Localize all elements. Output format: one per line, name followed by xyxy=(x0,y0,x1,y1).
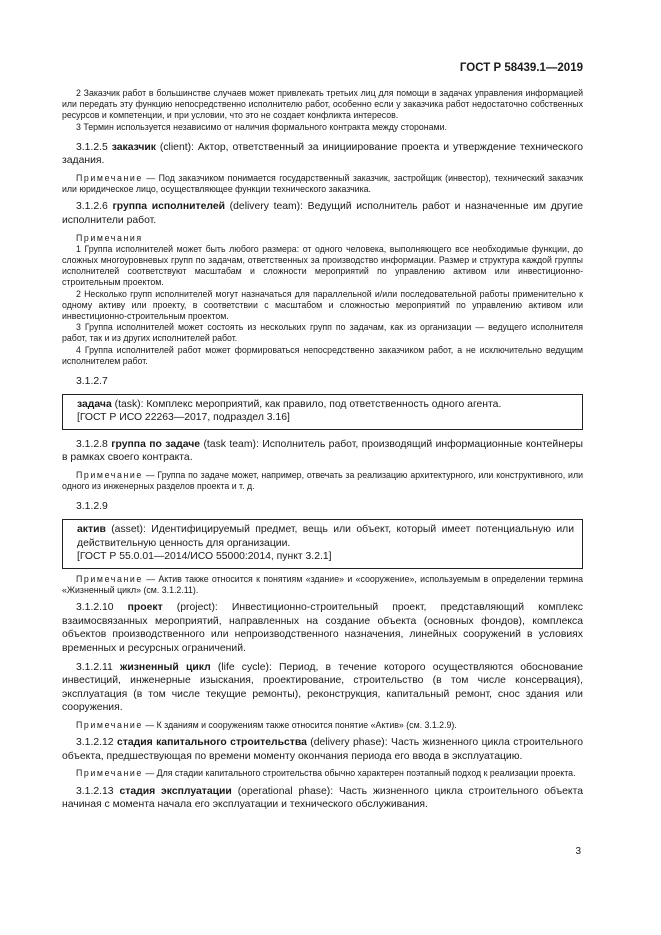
term: стадия эксплуатации xyxy=(119,785,232,797)
definition-text: (project): Инвестиционно-строительный проект, представляющий комплекс взаимосвязанных мероприятий, направленных на создание объекта (основных фондов), комплекса объектов производственного или непроизводственного назначения, линейных сооружений в условиях временных и ресурсных ограничений. xyxy=(62,602,583,654)
note-label: Примечание xyxy=(76,173,143,183)
definition-3-1-2-5 xyxy=(62,141,583,168)
definition-text: (task): Комплекс мероприятий, как правило, под ответственность одного агента. xyxy=(111,398,502,410)
definition-text: (operational phase): Часть жизненного цикла строительного объекта начиная с момента начала его эксплуатации и технического обслуживания. xyxy=(62,785,583,811)
note-text: — К зданиям и сооружениям также относится понятие «Актив» (см. 3.1.2.9). xyxy=(142,719,457,730)
definition-3-1-2-13 xyxy=(62,785,583,812)
note-3-1-2-9 xyxy=(62,574,583,596)
clause-number-3-1-2-9: 3.1.2.9 xyxy=(76,501,108,513)
note-label: Примечание xyxy=(76,768,143,779)
definition-text: (client): Актор, ответственный за инициирование проекта и утверждение технического задания. xyxy=(62,141,583,167)
note-3-1-2-11 xyxy=(62,720,583,731)
term: группа исполнителей xyxy=(112,201,226,213)
page-content xyxy=(62,88,583,812)
clause-number: 3.1.2.11 xyxy=(76,661,113,673)
note-item: 3 Группа исполнителей может состоять из нескольких групп по задачам, как из организации — ведущего исполнителя работ, так и из других исполнителей работ. xyxy=(62,322,583,344)
definition-3-1-2-11 xyxy=(62,661,583,715)
standard-designation: ГОСТ Р 58439.1—2019 xyxy=(459,62,583,74)
note-label: Примечание xyxy=(76,573,143,584)
boxed-definition-3-1-2-9 xyxy=(62,519,583,569)
note-item: 4 Группа исполнителей работ может формироваться непосредственно заказчиком работ, а не исключительно ведущим исполнителем работ. xyxy=(62,344,583,366)
definition-3-1-2-10 xyxy=(62,601,583,655)
definition-3-1-2-8 xyxy=(62,438,583,465)
notes-label: Примечания xyxy=(76,232,143,243)
term: группа по задаче xyxy=(111,438,201,450)
source-reference: [ГОСТ Р ИСО 22263—2017, подраздел 3.16] xyxy=(77,412,290,424)
source-reference: [ГОСТ Р 55.0.01—2014/ИСО 55000:2014, пункт 3.2.1] xyxy=(77,551,332,563)
note-3-1-2-12 xyxy=(62,768,583,779)
note-3-1-2-8 xyxy=(62,470,583,492)
note-3: 3 Термин используется независимо от наличия формального контракта между сторонами. xyxy=(76,121,447,132)
note-item: 1 Группа исполнителей может быть любого размера: от одного человека, выполняющего все необходимые функции, до сложных многоуровневых групп по задачам, ответственных за производство информации. Размер и структура каждой группы исполнителей соответствуют масштабам и сложности мероприятий по управлению активом или инвестиционно-строительным проектом. xyxy=(62,243,583,288)
note-text: — Группа по задаче может, например, отвечать за реализацию архитектурного, или конструктивного, или одного из инженерных разделов проекта и т. д. xyxy=(62,470,583,492)
definition-text: (task team): Исполнитель работ, производящий информационные контейнеры в рамках своего контракта. xyxy=(62,438,584,464)
term: актив xyxy=(77,524,106,535)
note-item: 2 Несколько групп исполнителей могут назначаться для параллельной и/или последовательной работы применительно к одному активу или проекту, в соответствии с масштабом и сложностью мероприятий по управлению активом или инвестиционно-строительным проектом. xyxy=(62,288,583,322)
page-number: 3 xyxy=(575,846,581,857)
definition-text: (life cycle): Период, в течение которого осуществляются обоснование инвестиций, инженерные изыскания, проектирование, строительство (в том числе консервация), эксплуатация (в том числе текущие ремонты), реконструкция, капитальный ремонт, снос здания или сооружения. xyxy=(62,661,583,714)
term: жизненный цикл xyxy=(120,661,211,673)
definition-3-1-2-6 xyxy=(62,200,583,227)
note-text: — Под заказчиком понимается государственный заказчик, застройщик (инвестор), технический заказчик или юридическое лицо, осуществляющее функции технического заказчика. xyxy=(62,173,583,195)
term: проект xyxy=(127,602,163,614)
clause-number: 3.1.2.12 xyxy=(76,737,114,749)
definition-3-1-2-12 xyxy=(62,736,583,763)
definition-text: (asset): Идентифицируемый предмет, вещь или объект, который имеет потенциальную или действительную ценность для организации. xyxy=(77,524,574,549)
note-label: Примечание xyxy=(76,470,143,480)
clause-number: 3.1.2.6 xyxy=(76,201,108,213)
clause-number: 3.1.2.5 xyxy=(76,141,108,153)
clause-number: 3.1.2.13 xyxy=(76,785,114,797)
definition-text: (delivery team): Ведущий исполнитель работ и назначенные им другие исполнители работ. xyxy=(62,201,584,226)
note-text: — Для стадии капитального строительства обычно характерен поэтапный подход к реализации проекта. xyxy=(142,768,576,779)
boxed-definition-3-1-2-7 xyxy=(62,394,583,430)
note-3-1-2-5 xyxy=(62,173,583,195)
clause-number: 3.1.2.10 xyxy=(76,602,114,614)
clause-number: 3.1.2.8 xyxy=(76,438,108,450)
note-2: 2 Заказчик работ в большинстве случаев может привлекать третьих лиц для помощи в задачах управления информацией или передать эту функцию непосредственно исполнителю работ, особенно если у заказчика работ недостаточно собственных ресурсов и компетенции, и при условии, что это не создает конфликта интересов. xyxy=(62,88,583,121)
note-text: — Актив также относится к понятиям «здание» и «сооружение», используемым в определении термина «Жизненный цикл» (см. 3.1.2.11). xyxy=(62,573,583,595)
term: заказчик xyxy=(111,141,156,153)
term: стадия капитального строительства xyxy=(116,737,307,749)
clause-number-3-1-2-7: 3.1.2.7 xyxy=(76,376,108,388)
note-label: Примечание xyxy=(76,719,143,730)
definition-text: (delivery phase): Часть жизненного цикла строительного объекта, предшествующая по времени моменту окончания периода его ввода в эксплуатацию. xyxy=(62,737,583,762)
term: задача xyxy=(77,398,112,410)
